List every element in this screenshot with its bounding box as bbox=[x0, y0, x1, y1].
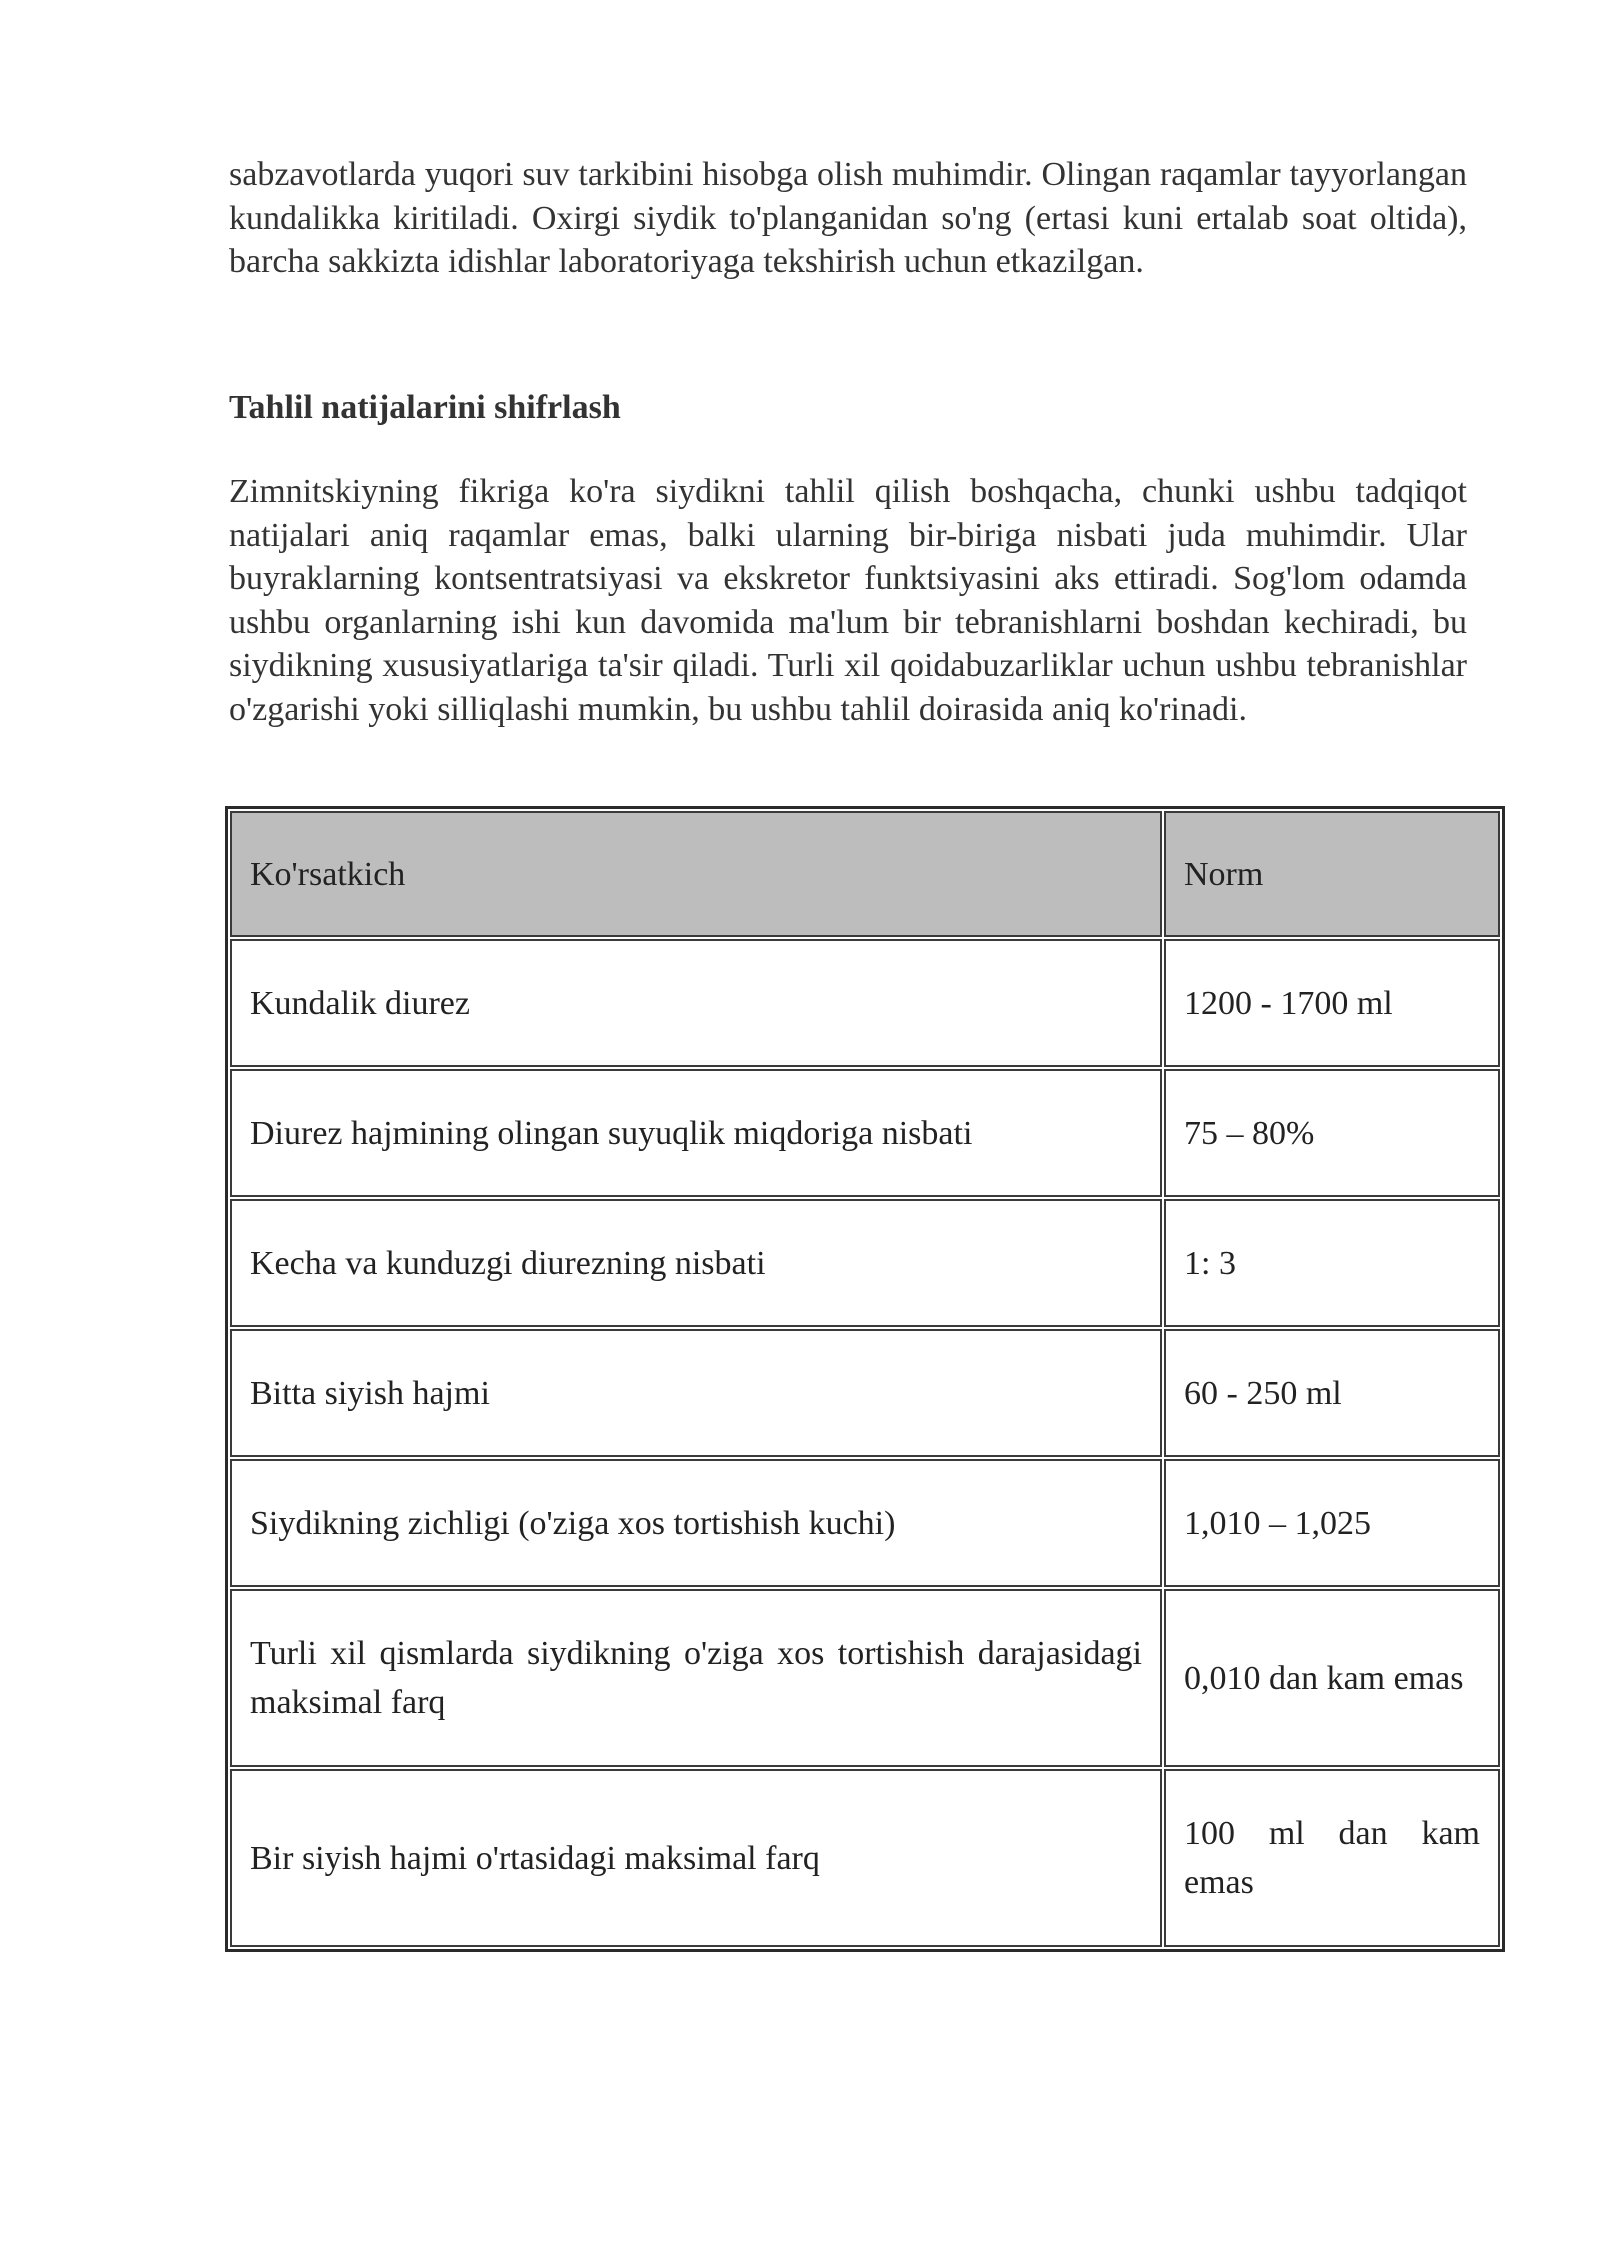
indicator-cell: Kecha va kunduzgi diurezning nisbati bbox=[230, 1199, 1162, 1327]
norm-cell: 1: 3 bbox=[1164, 1199, 1500, 1327]
norm-cell: 60 - 250 ml bbox=[1164, 1329, 1500, 1457]
norm-cell: 1,010 – 1,025 bbox=[1164, 1459, 1500, 1587]
table-row bbox=[230, 1069, 1500, 1197]
norm-cell: 75 – 80% bbox=[1164, 1069, 1500, 1197]
section-heading: Tahlil natijalarini shifrlash bbox=[229, 389, 621, 426]
norm-cell: 0,010 dan kam emas bbox=[1164, 1589, 1500, 1767]
indicator-cell: Bir siyish hajmi o'rtasidagi maksimal farq bbox=[230, 1769, 1162, 1947]
intro-paragraph: sabzavotlarda yuqori suv tarkibini hisobga olish muhimdir. Olingan raqamlar tayyorlangan kundalikka kiritiladi. Oxirgi siydik to'planganidan so'ng (ertasi kuni ertalab soat oltida), barcha sakkizta idishlar laboratoriyaga tekshirish uchun etkazilgan. bbox=[229, 156, 1467, 280]
indicator-cell: Turli xil qismlarda siydikning o'ziga xos tortishish darajasidagi maksimal farq bbox=[230, 1589, 1162, 1767]
norm-cell: 1200 - 1700 ml bbox=[1164, 939, 1500, 1067]
indicator-cell: Bitta siyish hajmi bbox=[230, 1329, 1162, 1457]
norm-cell: 100 ml dan kam emas bbox=[1164, 1769, 1500, 1947]
table-row bbox=[230, 1199, 1500, 1327]
table-header-row bbox=[230, 811, 1500, 937]
body-paragraph: Zimnitskiyning fikriga ko'ra siydikni tahlil qilish boshqacha, chunki ushbu tadqiqot natijalari aniq raqamlar emas, balki ularning bir-biriga nisbati juda muhimdir. Ular buyraklarning kontsentratsiyasi va ekskretor funktsiyasini aks ettiradi. Sog'lom odamda ushbu organlarning ishi kun davomida ma'lum bir tebranishlarni boshdan kechiradi, bu siydikning xususiyatlariga ta'sir qiladi. Turli xil qoidabuzarliklar uchun ushbu tebranishlar o'zgarishi yoki silliqlashi mumkin, bu ushbu tahlil doirasida aniq ko'rinadi. bbox=[229, 473, 1467, 728]
table-row bbox=[230, 1589, 1500, 1767]
norms-table bbox=[225, 806, 1505, 1952]
table-row bbox=[230, 939, 1500, 1067]
norms-table-grid bbox=[228, 809, 1502, 1949]
table-row bbox=[230, 1769, 1500, 1947]
header-norm: Norm bbox=[1164, 811, 1500, 937]
table-row bbox=[230, 1459, 1500, 1587]
table-row bbox=[230, 1329, 1500, 1457]
indicator-cell: Kundalik diurez bbox=[230, 939, 1162, 1067]
indicator-cell: Diurez hajmining olingan suyuqlik miqdoriga nisbati bbox=[230, 1069, 1162, 1197]
indicator-cell: Siydikning zichligi (o'ziga xos tortishish kuchi) bbox=[230, 1459, 1162, 1587]
header-indicator: Ko'rsatkich bbox=[230, 811, 1162, 937]
